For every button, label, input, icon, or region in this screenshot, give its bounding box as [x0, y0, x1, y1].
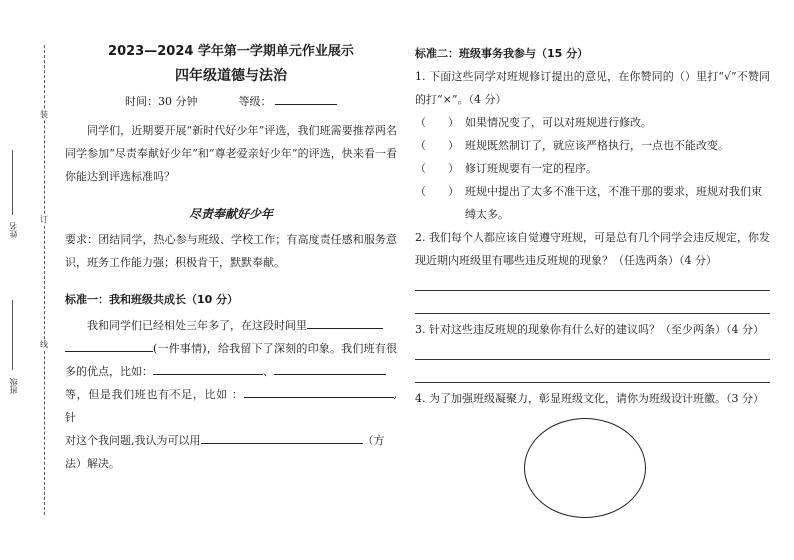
s1-comma: ,针: [65, 388, 397, 424]
question-3: 3. 针对这些违反班规的现象你有什么好的建议吗？（至少两条）（4 分）: [415, 323, 764, 336]
standard1-heading: 标准一：我和班级共成长（10 分）: [65, 293, 239, 306]
answer-paren[interactable]: （ ）: [415, 162, 459, 175]
s1-fangfa: （方: [362, 434, 385, 447]
right-column: [415, 42, 770, 410]
answer-paren[interactable]: （ ）: [415, 139, 459, 152]
option-text: 如果情况变了，可以对班规进行修改。: [465, 116, 652, 129]
standard1-line6: 法）解决。: [65, 457, 120, 470]
left-column: [65, 42, 397, 475]
binding-margin: [0, 0, 60, 560]
s1-sep: 、: [263, 365, 274, 378]
standard1-line2: [65, 337, 397, 383]
intro-paragraph: 同学们，近期要开展“新时代好少年”评选，我们班需要推荐两名同学参加“尽责奉献好少年”和“尊老爱亲好少年”的评选，快来看一看你能达到评选标准吗？: [65, 124, 397, 183]
answer-line[interactable]: [415, 295, 770, 314]
binding-mark-zhuang: 装: [37, 110, 51, 120]
s1-text-d: 对这个我问题,我认为可以用: [65, 434, 201, 447]
answer-paren[interactable]: （ ）: [415, 185, 459, 198]
option-row: [415, 134, 770, 157]
s1-blank-6[interactable]: [201, 431, 363, 444]
standard2-heading: 标准二：班级事务我参与（15 分）: [415, 47, 589, 60]
option-row: [415, 157, 770, 180]
time-label: 时间：30 分钟: [125, 95, 198, 108]
option-row: [415, 111, 770, 134]
s1-blank-1[interactable]: [307, 316, 383, 329]
page-subtitle: 四年级道德与法治: [175, 68, 287, 84]
s1-text-b: (一件事情)，给我留下了深刻的印象。我们班有很多的优点，比如：: [65, 342, 397, 378]
s1-blank-3[interactable]: [153, 362, 263, 375]
option-row: [415, 180, 770, 226]
question-1: 1. 下面这些同学对班规修订提出的意见，在你赞同的（）里打“√”不赞同的打“×”。（4 分）: [415, 70, 770, 106]
standard1-paragraph: [65, 314, 397, 337]
grade-label: 等级：: [238, 95, 272, 108]
grade-blank[interactable]: [275, 92, 337, 105]
s1-text-c: 等，但是我们班也有不足，比如 ：: [65, 388, 244, 401]
binding-mark-xian: 线: [37, 340, 51, 350]
class-label: 班级: [9, 378, 18, 394]
badge-design-circle[interactable]: [524, 418, 646, 518]
s1-text-a: 我和同学们已经相处三年多了，在这段时间里: [87, 319, 307, 332]
s1-blank-2[interactable]: [65, 339, 153, 352]
option-text: 班规既然制订了，就应该严格执行，一点也不能改变。: [465, 139, 729, 152]
s1-blank-5[interactable]: [244, 385, 394, 398]
s1-blank-4[interactable]: [274, 362, 386, 375]
question-4: 4. 为了加强班级凝聚力，彰显班级文化，请你为班级设计班徽。（3 分）: [415, 392, 764, 405]
class-blank-line: [12, 300, 13, 370]
option-text: 修订班规要有一定的程序。: [465, 162, 597, 175]
answer-line[interactable]: [415, 272, 770, 291]
option-text: 班规中提出了太多不准干这，不准干那的要求，班规对我们束缚太多。: [465, 185, 762, 221]
name-label: 姓名: [9, 222, 18, 238]
requirements-text: 要求：团结同学，热心参与班级、学校工作；有高度责任感和服务意识，班务工作能力强；积极肯干，默默奉献。: [65, 233, 397, 269]
standard1-line4: [65, 383, 397, 429]
honor-title: 尽责奉献好少年: [188, 207, 273, 221]
time-grade-row: [65, 90, 397, 113]
page-title: 2023—2024 学年第一学期单元作业展示: [108, 44, 354, 59]
answer-line[interactable]: [415, 341, 770, 360]
name-blank-line: [12, 150, 13, 215]
question-2: 2. 我们每个人都应该自觉遵守班规，可是总有几个同学会违反规定，你发现近期内班级里有哪些违反班规的现象？（任选两条）（4 分）: [415, 231, 770, 267]
answer-paren[interactable]: （ ）: [415, 116, 459, 129]
standard1-line5: [65, 429, 397, 452]
answer-line[interactable]: [415, 364, 770, 383]
binding-mark-ding: 订: [37, 215, 51, 225]
